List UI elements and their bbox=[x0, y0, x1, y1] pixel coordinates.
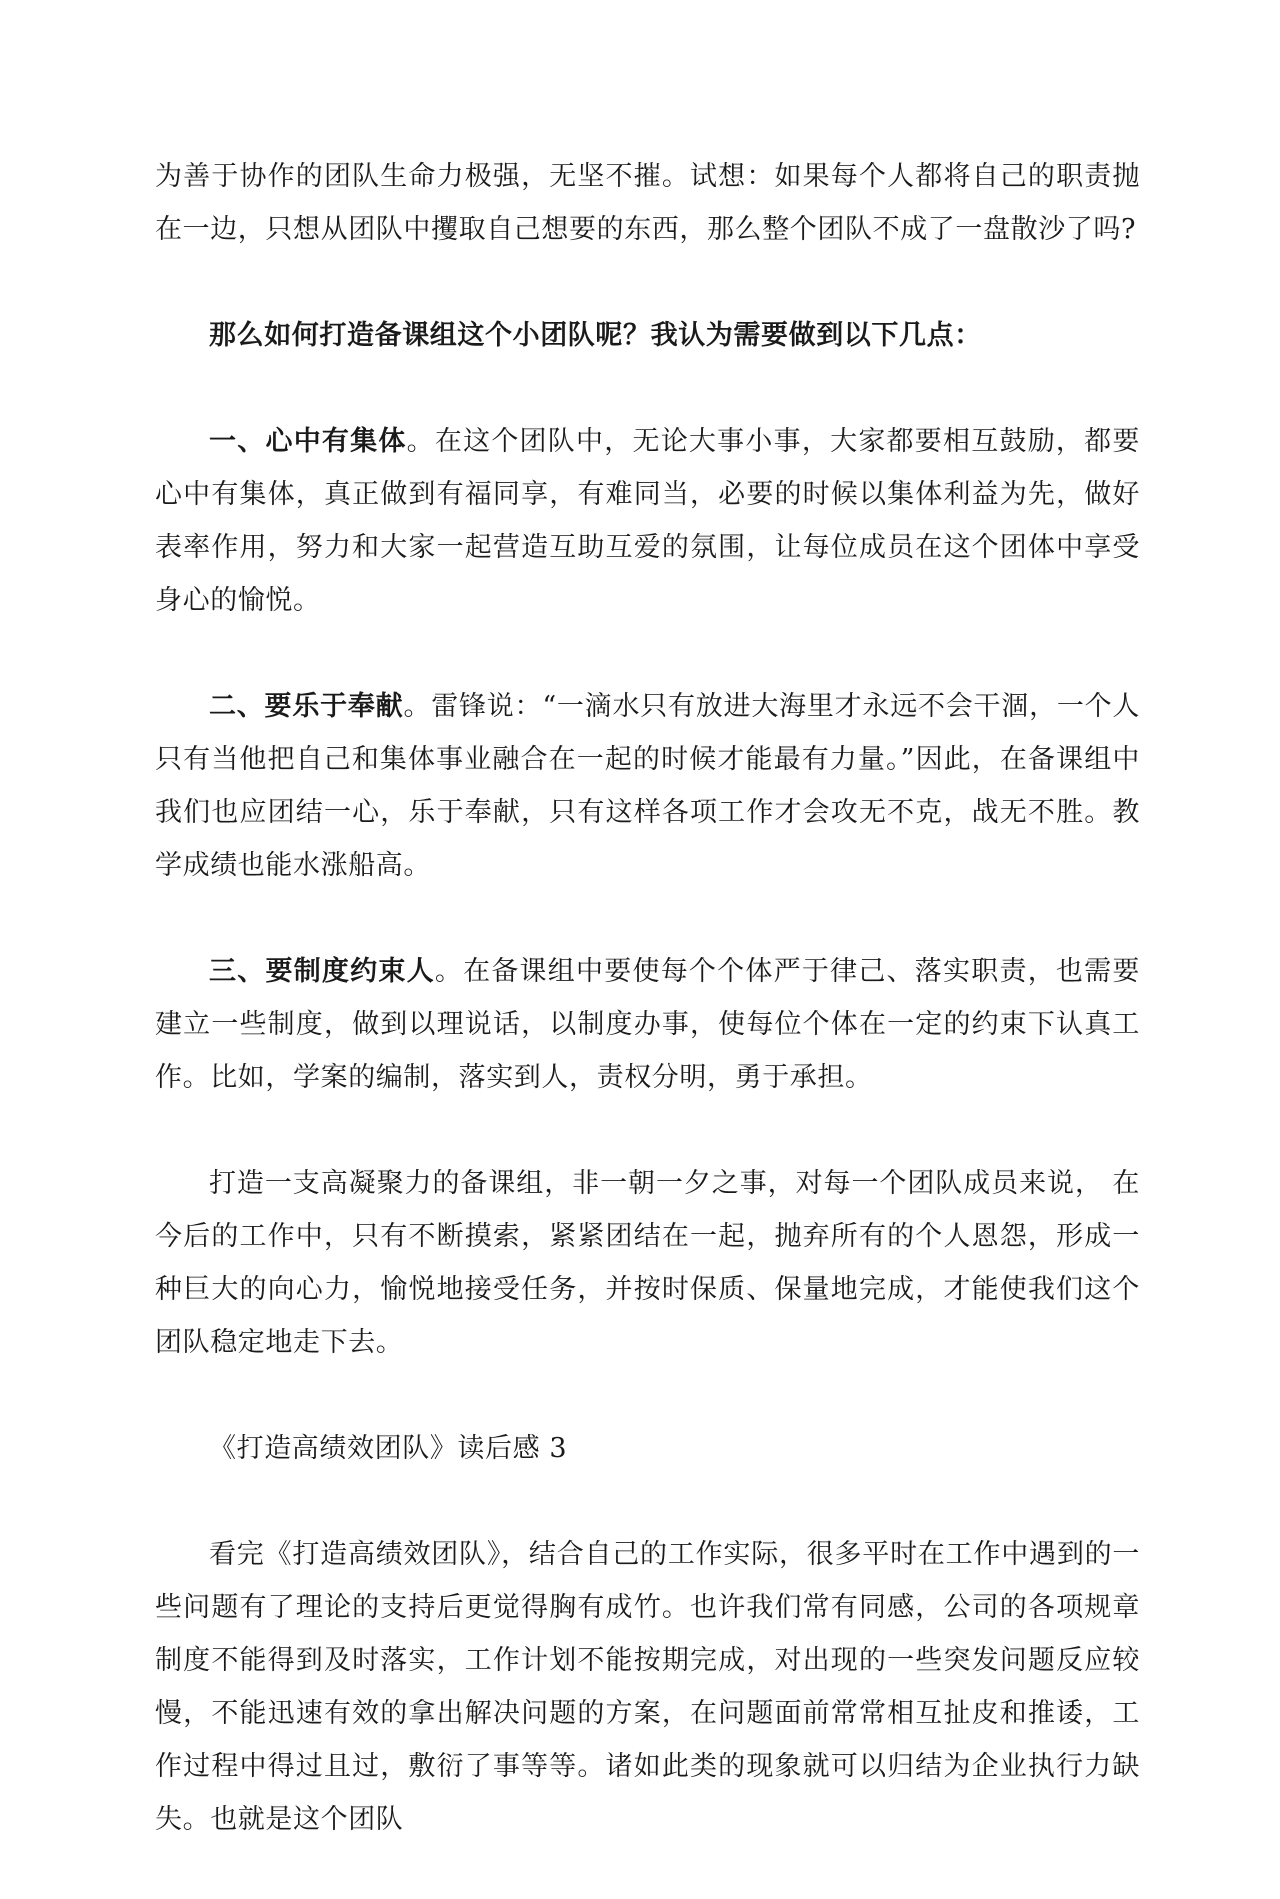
paragraph-conclusion: 打造一支高凝聚力的备课组，非一朝一夕之事，对每一个团队成员来说， 在今后的工作中，只有不断摸索，紧紧团结在一起，抛弃所有的个人恩怨，形成一种巨大的向心力，愉悦地接受任务，并按时保质、保量地完成，才能使我们这个团队稳定地走下去。 bbox=[155, 1168, 1140, 1358]
paragraph-1: 为善于协作的团队生命力极强，无坚不摧。试想：如果每个人都将自己的职责抛在一边，只想从团队中攫取自己想要的东西，那么整个团队不成了一盘散沙了吗? bbox=[155, 161, 1140, 245]
paragraph-point-3 bbox=[155, 945, 1140, 1104]
point-3-body: 。在备课组中要使每个个体严于律己、落实职责，也需要建立一些制度，做到以理说话，以制度办事，使每位个体在一定的约束下认真工作。比如，学案的编制，落实到人，责权分明，勇于承担。 bbox=[155, 956, 1140, 1093]
paragraph-review-3: 看完《打造高绩效团队》，结合自己的工作实际，很多平时在工作中遇到的一些问题有了理论的支持后更觉得胸有成竹。也许我们常有同感，公司的各项规章制度不能得到及时落实，工作计划不能按期完成，对出现的一些突发问题反应较慢，不能迅速有效的拿出解决问题的方案，在问题面前常常相互扯皮和推诿，工作过程中得过且过，敷衍了事等等。诸如此类的现象就可以归结为企业执行力缺失。也就是这个团队 bbox=[155, 1539, 1140, 1835]
paragraph-point-2 bbox=[155, 680, 1140, 892]
point-2-heading: 二、要乐于奉献 bbox=[209, 691, 404, 722]
document-body bbox=[155, 150, 1140, 1899]
section-title: 《打造高绩效团队》读后感 3 bbox=[209, 1433, 568, 1464]
point-2-body: 。雷锋说：“一滴水只有放进大海里才永远不会干涸，一个人只有当他把自己和集体事业融合在一起的时候才能最有力量。”因此，在备课组中我们也应团结一心，乐于奉献，只有这样各项工作才会攻无不克，战无不胜。教学成绩也能水涨船高。 bbox=[155, 691, 1140, 881]
point-1-heading: 一、心中有集体 bbox=[209, 426, 407, 457]
paragraph-question: 那么如何打造备课组这个小团队呢？我认为需要做到以下几点： bbox=[209, 320, 982, 351]
paragraph-point-1 bbox=[155, 415, 1140, 627]
point-3-heading: 三、要制度约束人 bbox=[209, 956, 435, 987]
point-1-body: 。在这个团队中，无论大事小事，大家都要相互鼓励，都要心中有集体，真正做到有福同享，有难同当，必要的时候以集体利益为先，做好表率作用，努力和大家一起营造互助互爱的氛围，让每位成员在这个团体中享受身心的愉悦。 bbox=[155, 426, 1140, 616]
